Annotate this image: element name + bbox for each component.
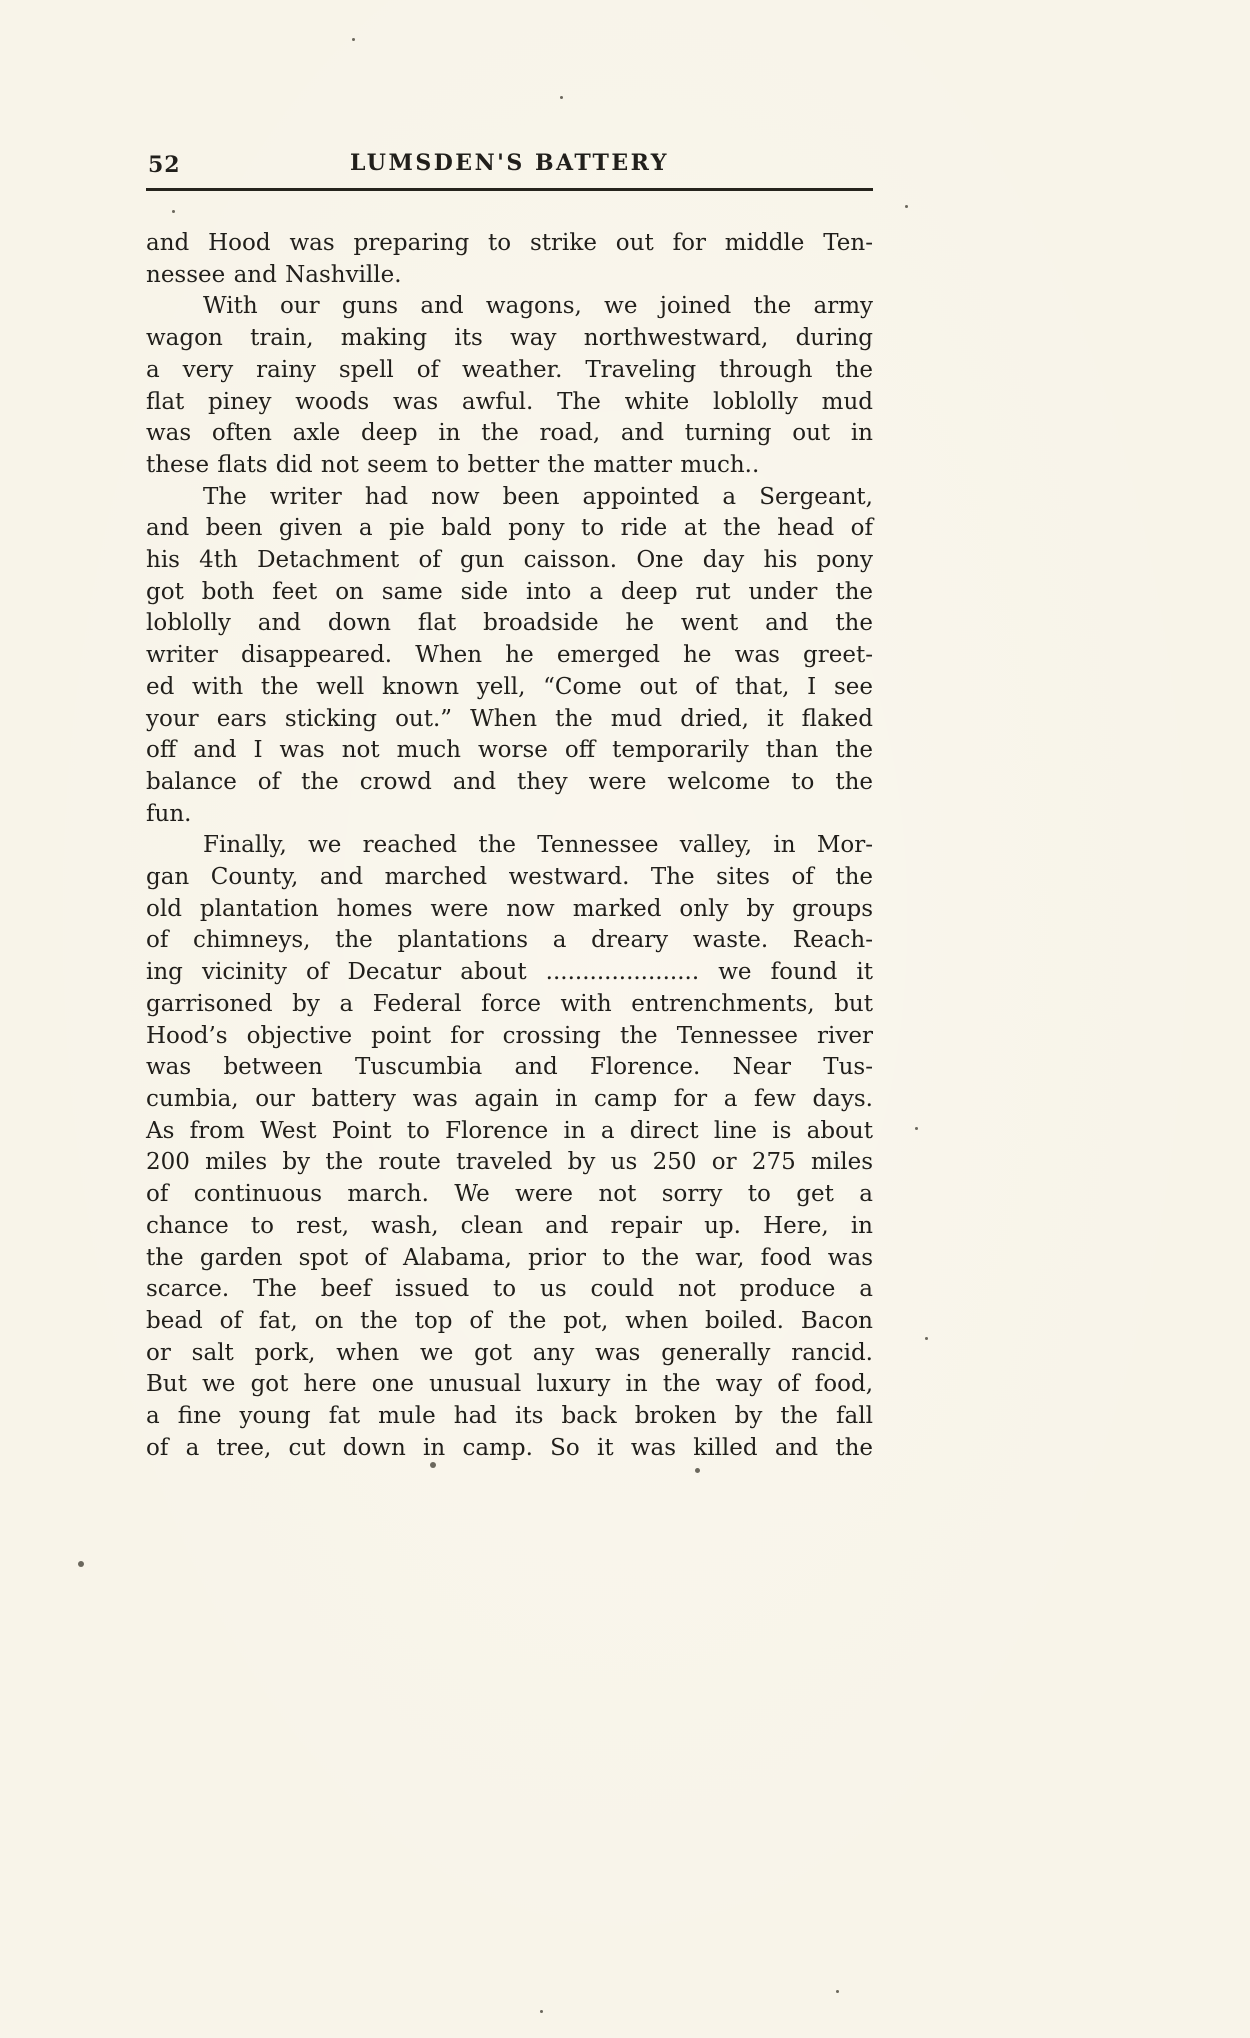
text-line: ing vicinity of Decatur about ..................... we found it	[146, 959, 873, 986]
scan-speck	[560, 96, 563, 99]
text-line: flat piney woods was awful. The white loblolly mud	[146, 388, 873, 415]
text-line: the garden spot of Alabama, prior to the war, food was	[146, 1244, 873, 1271]
text-line: As from West Point to Florence in a direct line is about	[146, 1117, 873, 1144]
scan-speck	[905, 205, 908, 208]
paragraph	[146, 228, 873, 291]
text-line: your ears sticking out.” When the mud dried, it flaked	[146, 705, 873, 732]
scan-speck	[540, 2010, 543, 2013]
text-line: chance to rest, wash, clean and repair up. Here, in	[146, 1212, 873, 1239]
page-content	[146, 150, 873, 1464]
text-line: his 4th Detachment of gun caisson. One day his pony	[146, 547, 873, 574]
text-line: bead of fat, on the top of the pot, when boiled. Bacon	[146, 1307, 873, 1334]
paragraph	[146, 291, 873, 481]
text-line: was between Tuscumbia and Florence. Near Tus-	[146, 1054, 873, 1081]
header-rule	[146, 188, 873, 191]
text-line: wagon train, making its way northwestward, during	[146, 325, 873, 352]
running-title: LUMSDEN'S BATTERY	[350, 150, 669, 176]
text-line: and been given a pie bald pony to ride at the head of	[146, 515, 873, 542]
text-line: and Hood was preparing to strike out for middle Ten-	[146, 230, 873, 256]
text-line: off and I was not much worse off temporarily than the	[146, 737, 873, 764]
page-number: 52	[148, 152, 181, 178]
text-line: loblolly and down flat broadside he went and the	[146, 610, 873, 637]
text-line: scarce. The beef issued to us could not produce a	[146, 1276, 873, 1303]
text-line: these flats did not seem to better the matter much..	[146, 451, 760, 478]
text-line: The writer had now been appointed a Sergeant,	[203, 483, 873, 510]
text-line: of continuous march. We were not sorry to get a	[146, 1181, 873, 1208]
text-line: was often axle deep in the road, and turning out in	[146, 420, 873, 447]
text-line: But we got here one unusual luxury in the way of food,	[146, 1371, 873, 1398]
scan-speck	[430, 1462, 436, 1468]
text-line: ed with the well known yell, “Come out of that, I see	[146, 673, 873, 700]
text-line: nessee and Nashville.	[146, 261, 402, 288]
text-line: 200 miles by the route traveled by us 250 or 275 miles	[146, 1149, 873, 1176]
paragraph	[146, 830, 873, 1464]
paragraph	[146, 482, 873, 831]
text-line: of a tree, cut down in camp. So it was killed and the	[146, 1434, 873, 1461]
scan-speck	[836, 1990, 839, 1993]
text-line: old plantation homes were now marked only by groups	[146, 895, 873, 922]
text-line: of chimneys, the plantations a dreary waste. Reach-	[146, 927, 873, 954]
text-line: Finally, we reached the Tennessee valley, in Mor-	[203, 832, 873, 859]
text-line: got both feet on same side into a deep rut under the	[146, 578, 873, 605]
scan-speck	[915, 1127, 918, 1130]
text-line: writer disappeared. When he emerged he was greet-	[146, 642, 873, 669]
scan-speck	[925, 1337, 928, 1340]
scan-speck	[352, 38, 355, 41]
text-line: Hood’s objective point for crossing the Tennessee river	[146, 1022, 873, 1049]
text-line: garrisoned by a Federal force with entrenchments, but	[146, 990, 873, 1017]
scan-speck	[172, 210, 175, 213]
text-line: a very rainy spell of weather. Traveling through the	[146, 356, 873, 383]
text-line: balance of the crowd and they were welcome to the	[146, 768, 873, 795]
text-line: fun.	[146, 800, 192, 827]
text-line: gan County, and marched westward. The sites of the	[146, 864, 873, 891]
page-header	[146, 150, 873, 180]
text-line: cumbia, our battery was again in camp for a few days.	[146, 1085, 873, 1112]
scan-speck	[78, 1561, 84, 1567]
text-line: With our guns and wagons, we joined the army	[203, 293, 873, 320]
page-body	[146, 228, 873, 1464]
text-line: or salt pork, when we got any was generally rancid.	[146, 1339, 873, 1366]
text-line: a fine young fat mule had its back broken by the fall	[146, 1403, 873, 1430]
scan-speck	[695, 1468, 700, 1473]
